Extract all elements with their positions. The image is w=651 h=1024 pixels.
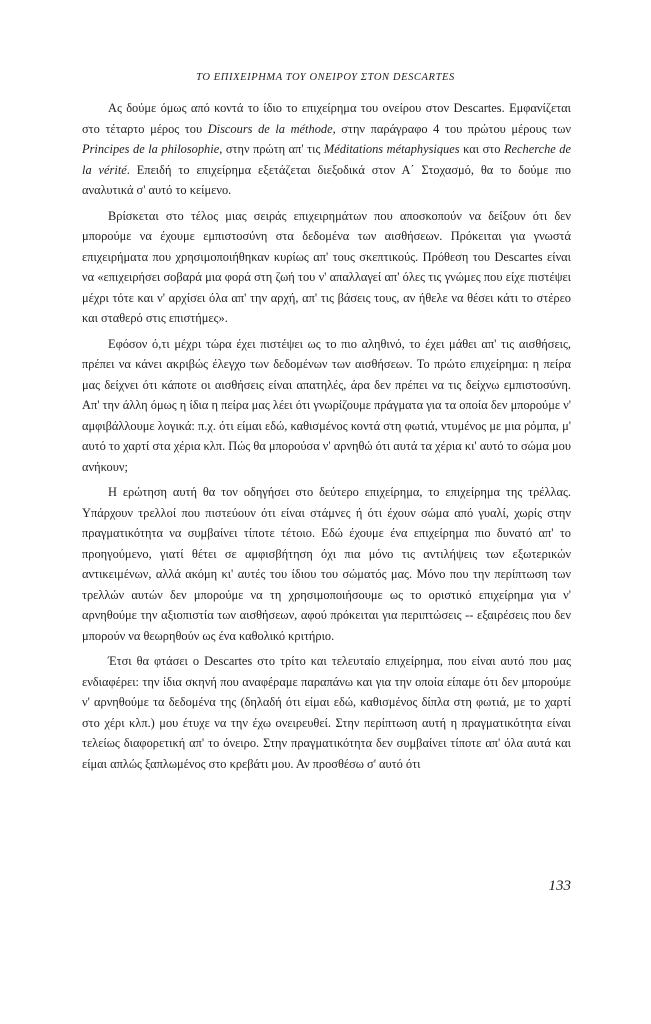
- paragraph: [82, 651, 571, 774]
- paragraph: [82, 206, 571, 329]
- italic-title: Principes de la philosophie: [82, 142, 220, 156]
- text-run: Η ερώτηση αυτή θα τον οδηγήσει στο δεύτερο επιχείρημα, το επιχείρημα της τρέλλας. Υπάρχουν τρελλοί που πιστεύουν ότι είναι στάμνες ή ότι έχουν σώμα από γυαλί, χωρίς στην πραγματικότητα να συμβαίνει τίποτε τέτοιο. Εδώ έχουμε ένα επιχείρημα πιο δυνατό απ' το προηγούμενο, γιατί θέτει σε αμφισβήτηση όχι πια μόνο τις αντιλήψεις των εξωτερικών αντικειμένων, αλλά ακόμη κι' αυτές του ίδιου του σώματός μας. Μόνο που την περίπτωση των τρελλών αυτών δεν μπορούμε να τη χρησιμοποιήσουμε ως το οριστικό επιχείρημα για ν' αρνηθούμε την αξιοπιστία των αισθήσεων, αφού πρόκειται για περιπτώσεις -- εξαιρέσεις που δεν μπορούν να θεωρηθούν ως ένα καθολικό κριτήριο.: [82, 485, 571, 643]
- text-run: , στην πρώτη απ' τις: [219, 142, 324, 156]
- text-run: Εφόσον ό,τι μέχρι τώρα έχει πιστέψει ως το πιο αληθινό, το έχει μάθει απ' τις αισθήσεις, πρέπει να κάνει ακριβώς έλεγχο των δεδομένων των αισθήσεων. Το πρώτο επιχείρημα: η πείρα μας δείχνει ότι κάποτε οι αισθήσεις είναι απατηλές, άρα δεν πρέπει να τις δείχνω εμπιστοσύνη. Απ' την άλλη όμως η ίδια η πείρα μας λέει ότι γνωρίζουμε πράγματα για τα οποία δεν μπορούμε ν' αμφιβάλλουμε λογικά: π.χ. ότι είμαι εδώ, καθισμένος κοντά στη φωτιά, ντυμένος με μια ρόμπα, μ' αυτό το χαρτί στα χέρια κλπ. Πώς θα μπορούσα ν' αρνηθώ ότι αυτά τα χέρια κι' αυτό το σώμα μου ανήκουν;: [82, 336, 571, 474]
- paragraph: [82, 482, 571, 646]
- text-run: και στο: [459, 142, 504, 156]
- body-text: [82, 98, 571, 774]
- paragraph: [82, 334, 571, 478]
- italic-title: Discours de la méthode: [207, 121, 333, 136]
- text-run: , στην παράγραφο 4 του πρώτου μέρους των: [332, 121, 571, 136]
- running-head: ΤΟ ΕΠΙΧΕΙΡΗΜΑ ΤΟΥ ΟΝΕΙΡΟΥ ΣΤΟΝ DESCARTES: [196, 72, 455, 83]
- text-run: Έτσι θα φτάσει ο Descartes στο τρίτο και τελευταίο επιχείρημα, που είναι αυτό που μας ενδιαφέρει: την ίδια σκηνή που αναφέραμε παραπάνω και για την οποία είπαμε ότι δεν μπορούμε ν' αρνηθούμε τα δεδομένα της (δηλαδή ότι είμαι εδώ, καθισμένος δίπλα στη φωτιά, με το χαρτί στο χέρι κλπ.) μου έτυχε να την έχω ονειρευθεί. Στην περίπτωση αυτή η πραγματικότητα είναι τελείως διαφορετική απ' το όνειρο. Στην πραγματικότητα δεν συμβαίνει τίποτε απ' όλα αυτά και είμαι απλώς ξαπλωμένος στο κρεβάτι μου. Αν προσθέσω σ' αυτό ότι: [82, 654, 571, 771]
- text-run: . Επειδή το επιχείρημα εξετάζεται διεξοδικά στον Α΄ Στοχασμό, θα το δούμε πιο αναλυτικά σ' αυτό το κείμενο.: [82, 162, 571, 197]
- text-run: Βρίσκεται στο τέλος μιας σειράς επιχειρημάτων που αποσκοπούν να δείξουν ότι δεν μπορούμε να έχουμε εμπιστοσύνη στα δεδομένα των αισθήσεων. Πρόκειται για γνωστά επιχειρήματα που χρησιμοποιήθηκαν κυρίως απ' τους σκεπτικούς. Πρόθεση του Descartes είναι να «επιχειρήσει σοβαρά μια φορά στη ζωή του ν' απαλλαγεί απ' όλες τις γνώμες που είχε πιστέψει μέχρι τότε και ν' αρχίσει όλα απ' την αρχή, απ' τις βάσεις τους, αν ήθελε να θέσει κάτι το στέρεο και σταθερό στις επιστήμες».: [82, 208, 571, 325]
- italic-title: Recherche de la vérité: [82, 142, 571, 177]
- italic-title: Méditations métaphysiques: [323, 142, 460, 156]
- paragraph: [82, 98, 571, 201]
- text-run: Ας δούμε όμως από κοντά το ίδιο το επιχείρημα του ονείρου στον Descartes. Εμφανίζεται στο τέταρτο μέρος του: [82, 101, 571, 136]
- page-number: 133: [548, 878, 571, 894]
